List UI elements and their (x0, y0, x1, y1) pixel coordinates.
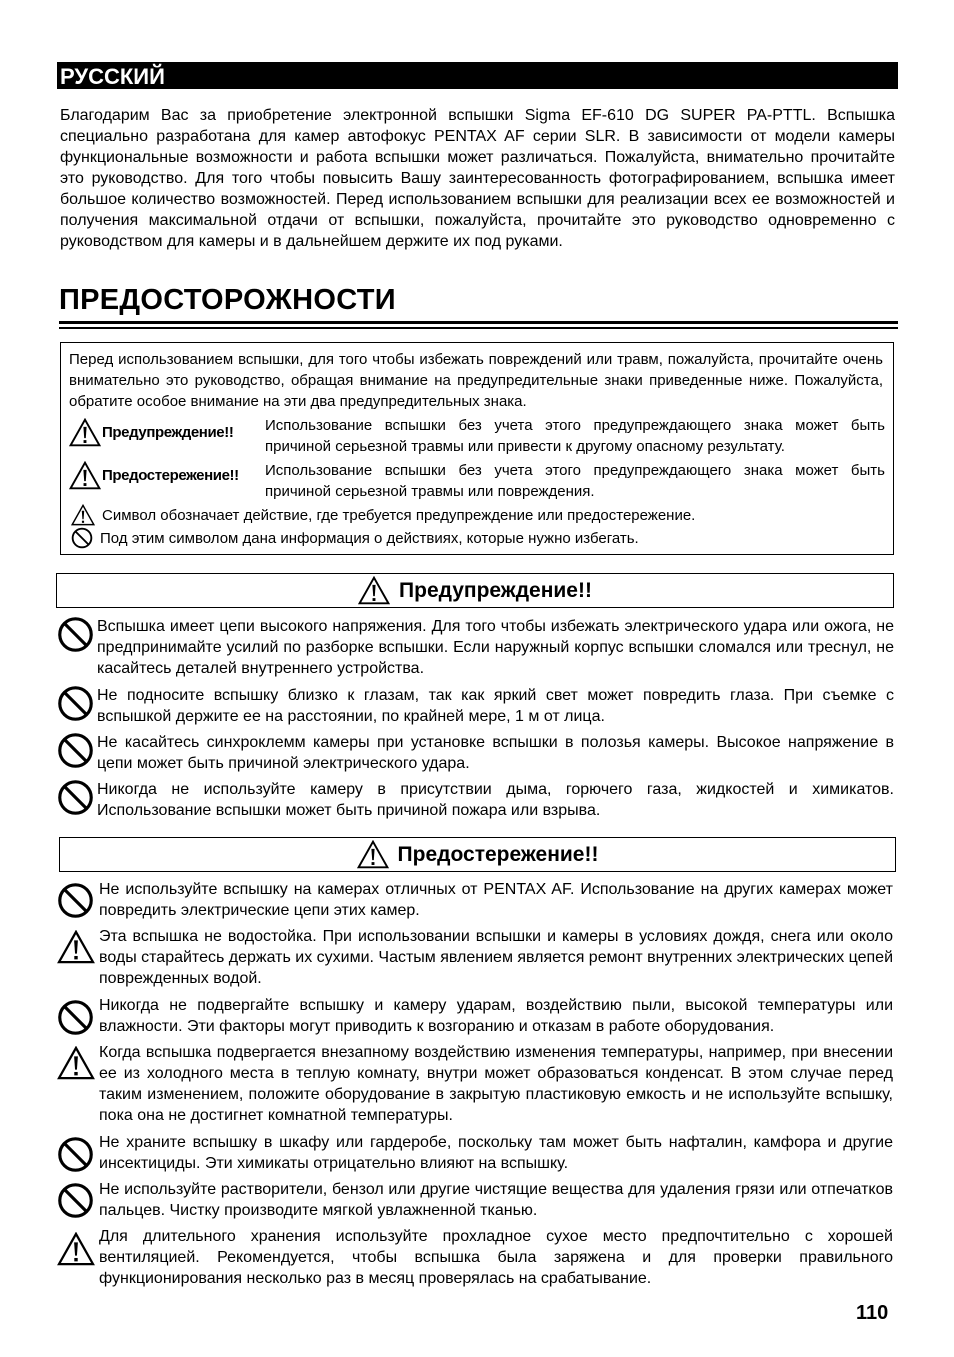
prohibition-icon (57, 1182, 94, 1219)
warning-legend-label: Предупреждение!! (102, 424, 234, 441)
caution-item-text: Эта вспышка не водостойка. При использовании вспышки и камеры в условиях дождя, снега или около воды старайтесь держать их сухими. Частым явлением является ремонт внутренних электрических цепей поврежденных водой. (99, 928, 894, 987)
caution-item-text: Никогда не подвергайте вспышку и камеру ударам, воздействию пыли, высокой температуры или влажности. Эти факторы могут приводить к возгоранию и отказам в работе оборудования. (99, 997, 893, 1035)
prohibition-icon (57, 616, 94, 653)
warning-triangle-icon (69, 418, 101, 447)
language-header: РУССКИЙ (57, 62, 898, 89)
page-number: 110 (856, 1302, 889, 1324)
warning-triangle-icon (358, 576, 390, 605)
warning-triangle-icon (57, 930, 95, 964)
prohibition-icon (57, 999, 94, 1036)
warning-item-text: Никогда не используйте камеру в присутствии дыма, горючего газа, жидкостей и химикатов. Использование вспышки может быть причиной пожара или взрыва. (97, 781, 894, 819)
prohibition-icon (57, 732, 94, 769)
prohibition-icon (57, 882, 94, 919)
warning-triangle-icon (57, 1046, 95, 1080)
warning-triangle-icon (57, 1232, 95, 1266)
caution-item-text: Когда вспышка подвергается внезапному воздействию изменения температуры, например, при внесении ее из холодного места в теплую комнату, внутри может образоваться конденсат. В этом случае перед таким изменением, положите оборудование в закрытую пластиковую емкость и не используйте вспышку, пока она не достигнет комнатной температуры. (99, 1044, 893, 1124)
triangle-symbol-row (71, 504, 695, 526)
title-rule-thick (59, 321, 898, 324)
warning-item-text: Вспышка имеет цепи высокого напряжения. Для того чтобы избежать электрического удара или ожога, не предпринимайте усилий по разборке вспышки. Если наружный корпус вспышки сломался или треснул, не касайтесь деталей внутреннего устройства. (97, 618, 894, 677)
caution-section-header (59, 837, 896, 872)
caution-section-title: Предостережение!! (397, 842, 599, 866)
caution-item-text: Для длительного хранения используйте прохладное сухое место предпочтительно с хорошей вентиляцией. Рекомендуется, чтобы вспышка была заряжена и для проверки правильного функционирования несколько раз в месяц проверялась на срабатывание. (99, 1228, 893, 1287)
warning-triangle-icon (357, 840, 389, 869)
warning-section-title: Предупреждение!! (399, 578, 592, 602)
page-title: ПРЕДОСТОРОЖНОСТИ (59, 284, 396, 316)
prohibition-icon (57, 685, 94, 722)
caution-item-text: Не используйте растворители, бензол или другие чистящие вещества для удаления грязи или отпечатков пальцев. Чистку производите мягкой увлажненной тканью. (99, 1181, 893, 1219)
prohibition-symbol-row (71, 527, 639, 549)
caution-legend-label: Предостережение!! (102, 467, 239, 484)
warning-item-text: Не касайтесь синхроклемм камеры при установке вспышки в полозья камеры. Высокое напряжение в цепи может быть причиной электрического удара. (97, 734, 894, 772)
info-intro-text: Перед использованием вспышки, для того чтобы избежать повреждений или травм, пожалуйста, прочитайте очень внимательно это руководство, обращая внимание на предупредительные знаки приведенные ниже. Пожалуйста, обратите особое внимание на эти два предупредительных знака. (69, 351, 883, 410)
prohibition-icon (57, 779, 94, 816)
warning-triangle-icon (71, 504, 95, 526)
caution-legend-desc: Использование вспышки без учета этого предупреждающего знака может быть причиной серьезной травмы или повреждения. (265, 462, 885, 500)
prohibition-icon (71, 527, 93, 549)
prohibition-icon (57, 1136, 94, 1173)
prohibition-symbol-desc: Под этим символом дана информация о действиях, которые нужно избегать. (100, 529, 639, 547)
title-rule-thin (59, 327, 898, 329)
warning-legend-desc: Использование вспышки без учета этого предупреждающего знака может быть причиной серьезной травмы или привести к другому опасному результату. (265, 417, 885, 455)
caution-item-text: Не используйте вспышку на камерах отличных от PENTAX AF. Использование на других камерах может повредить электрические цепи этих камер. (99, 881, 893, 919)
symbols-info-box (60, 342, 894, 555)
triangle-symbol-desc: Символ обозначает действие, где требуется предупреждение или предостережение. (102, 506, 696, 524)
warning-item-text: Не подносите вспышку близко к глазам, так как яркий свет может повредить глаза. При съемке с вспышкой держите ее на расстоянии, по крайней мере, 1 м от лица. (97, 687, 894, 725)
warning-triangle-icon (69, 461, 101, 490)
warning-section-header (56, 573, 894, 608)
caution-item-text: Не храните вспышку в шкафу или гардеробе, поскольку там может быть нафталин, камфора и другие инсектициды. Эти химикаты отрицательно влияют на вспышку. (99, 1134, 893, 1172)
intro-paragraph: Благодарим Вас за приобретение электронной вспышки Sigma EF-610 DG SUPER PA-PTTL. Вспышка специально разработана для камер автофокус PENTAX AF серии SLR. В зависимости от модели камеры функциональные возможности и работа вспышки может различаться. Пожалуйста, внимательно прочитайте это руководство. Для того чтобы повысить Вашу заинтересованность фотографированием, вспышка имеет большое количество возможностей. Перед использованием вспышки для реализации всех ее возможностей и получения максимальной отдачи от вспышки, пожалуйста, прочитайте это руководство одновременно с руководством для камеры и в дальнейшем держите их под руками. (60, 107, 895, 250)
